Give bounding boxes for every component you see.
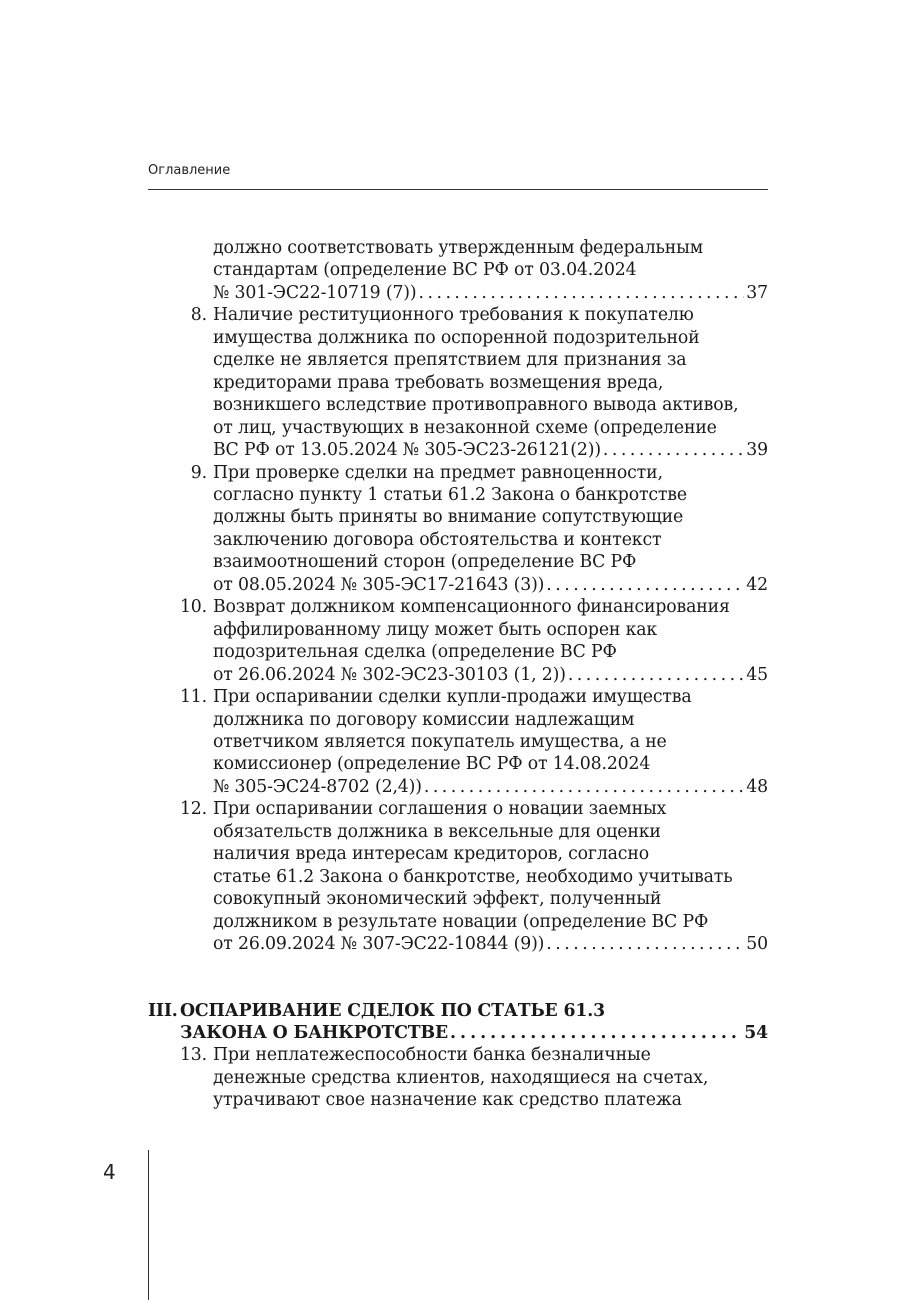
toc-line: должны быть приняты во внимание сопутствующие: [213, 507, 684, 528]
toc-line: от лиц, участвующих в незаконной схеме (определение: [213, 417, 717, 438]
dot-leader: [450, 1022, 742, 1044]
toc-line: от 26.09.2024 № 307-ЭС22-10844 (9)): [213, 934, 545, 955]
toc-leader-line: [180, 1022, 768, 1044]
running-head: Оглавление: [148, 163, 231, 178]
toc-line: должником в результате новации (определение ВС РФ: [213, 911, 709, 932]
toc-line: статье 61.2 Закона о банкротстве, необходимо учитывать: [213, 866, 733, 887]
toc-line: № 301-ЭС22-10719 (7)): [213, 282, 417, 303]
toc-line: Наличие реституционного требования к покупателю: [213, 305, 694, 326]
toc-line: При проверке сделки на предмет равноценности,: [213, 462, 663, 483]
dot-leader: [603, 439, 744, 461]
toc-entry-9[interactable]: [148, 462, 768, 597]
toc-line: утрачивают свое назначение как средство платежа: [213, 1090, 682, 1111]
toc-page-number: 50: [746, 934, 768, 955]
toc-line: взаимоотношений сторон (определение ВС РФ: [213, 552, 637, 573]
folio-rule: [148, 1150, 149, 1300]
toc-line: имущества должника по оспоренной подозрительной: [213, 327, 700, 348]
toc-line: подозрительная сделка (определение ВС РФ: [213, 642, 617, 663]
toc-page-number: 39: [746, 440, 768, 461]
toc-leader-line: [213, 574, 768, 596]
toc-line: от 26.06.2024 № 302-ЭС23-30103 (1, 2)): [213, 664, 566, 685]
toc-line: должника по договору комиссии надлежащим: [213, 709, 635, 730]
toc-line: от 08.05.2024 № 305-ЭС17-21643 (3)): [213, 574, 545, 595]
toc-line: денежные средства клиентов, находящиеся на счетах,: [213, 1067, 709, 1088]
toc-line: сделке не является препятствием для признания за: [213, 350, 687, 371]
toc-line: согласно пункту 1 статьи 61.2 Закона о банкротстве: [213, 484, 687, 505]
toc-section-title: ОСПАРИВАНИЕ СДЕЛОК ПО СТАТЬЕ 61.3: [180, 1000, 605, 1021]
toc-line: ВС РФ от 13.05.2024 № 305-ЭС23-26121(2)): [213, 440, 601, 461]
toc-entry-number: 11.: [179, 687, 207, 708]
toc-line: При оспаривании соглашения о новации заемных: [213, 799, 667, 820]
toc-page-number: 37: [746, 282, 768, 303]
toc-section-title: ЗАКОНА О БАНКРОТСТВЕ: [180, 1022, 448, 1043]
toc-line: При неплатежеспособности банка безналичные: [213, 1045, 651, 1066]
table-of-contents: [148, 237, 768, 1112]
toc-line: комиссионер (определение ВС РФ от 14.08.2024: [213, 754, 651, 775]
toc-page-number: 42: [746, 574, 768, 595]
toc-line: Возврат должником компенсационного финансирования: [213, 597, 730, 618]
toc-line: совокупный экономический эффект, полученный: [213, 889, 662, 910]
toc-entry-8[interactable]: [148, 304, 768, 461]
toc-line: кредиторами права требовать возмещения вреда,: [213, 372, 664, 393]
toc-line: возникшего вследствие противоправного вывода активов,: [213, 395, 739, 416]
toc-line: ответчиком является покупатель имущества, а не: [213, 731, 667, 752]
toc-leader-line: [213, 439, 768, 461]
toc-line: заключению договора обстоятельства и контекст: [213, 529, 662, 550]
toc-entry-number: 13.: [179, 1045, 207, 1066]
page-number: 4: [103, 1160, 116, 1184]
header-rule: [148, 189, 768, 190]
toc-entry-12[interactable]: [148, 798, 768, 955]
toc-page-number: 45: [746, 664, 768, 685]
toc-line: № 305-ЭС24-8702 (2,4)): [213, 776, 422, 797]
toc-section-number: III.: [148, 1000, 178, 1021]
toc-leader-line: [213, 776, 768, 798]
dot-leader: [418, 282, 744, 304]
toc-entry-number: 8.: [190, 305, 207, 326]
dot-leader: [546, 574, 744, 596]
toc-leader-line: [213, 664, 768, 686]
toc-line: аффилированному лицу может быть оспорен как: [213, 619, 658, 640]
toc-line: При оспаривании сделки купли-продажи имущества: [213, 687, 692, 708]
dot-leader: [546, 933, 744, 955]
toc-line: должно соответствовать утвержденным федеральным: [213, 238, 704, 258]
toc-entry-11[interactable]: [148, 686, 768, 798]
dot-leader: [568, 664, 744, 686]
toc-section-iii[interactable]: [148, 1000, 768, 1045]
toc-page-number: 48: [746, 776, 768, 797]
toc-page-number: 54: [744, 1022, 768, 1043]
toc-line: обязательств должника в вексельные для оценки: [213, 821, 661, 842]
toc-leader-line: [213, 933, 768, 955]
toc-entry-number: 10.: [179, 597, 207, 618]
dot-leader: [424, 776, 744, 798]
toc-line: наличия вреда интересам кредиторов, согласно: [213, 844, 649, 865]
toc-entry-10[interactable]: [148, 596, 768, 686]
toc-entry-number: 9.: [190, 462, 207, 483]
toc-entry-number: 12.: [179, 799, 207, 820]
toc-line: стандартам (определение ВС РФ от 03.04.2024: [213, 260, 637, 281]
toc-entry-13[interactable]: [148, 1044, 768, 1111]
toc-leader-line[interactable]: [213, 282, 768, 304]
toc-entry-7-continuation: [148, 237, 768, 304]
